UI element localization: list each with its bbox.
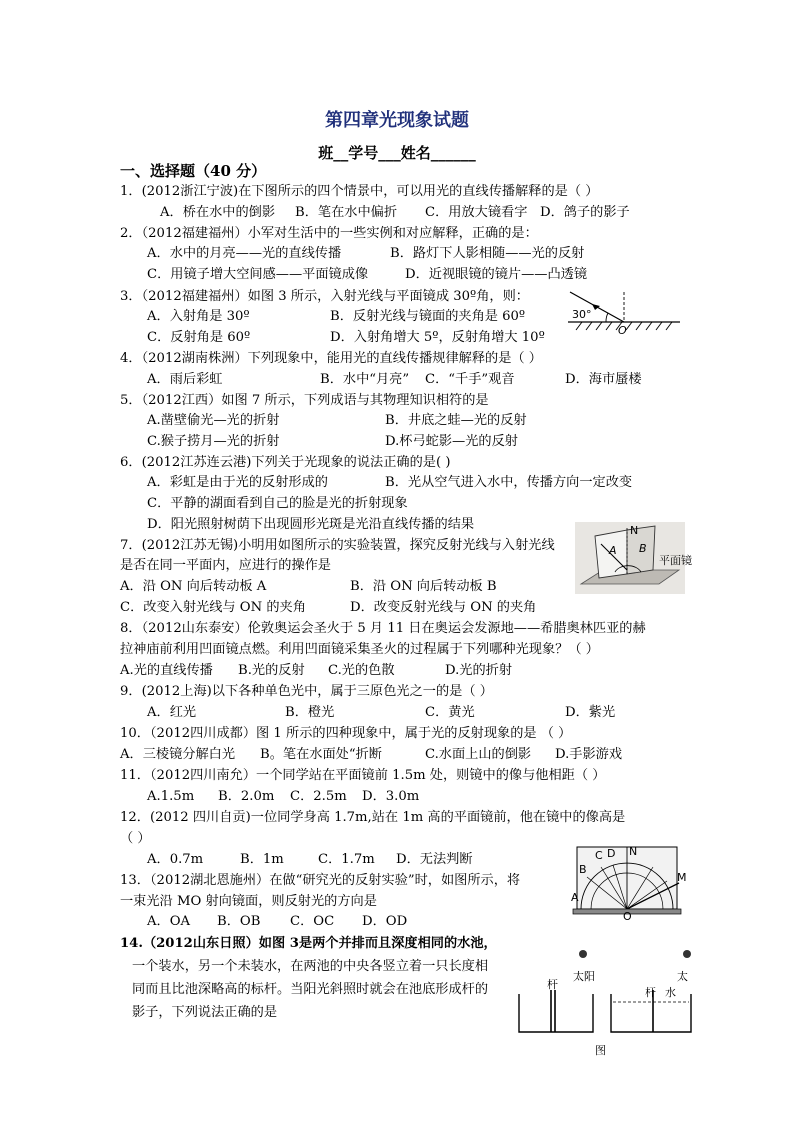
question-2-option-a: A．水中的月亮——光的直线传播: [147, 246, 342, 261]
question-4-option-c: C．“千手”观音: [425, 372, 515, 387]
question-1-option-b: B．笔在水中偏折: [295, 205, 398, 220]
question-8-stem-line-1: 8．（2012山东泰安）伦敦奥运会圣火于 5 月 11 日在奥运会发源地——希腊奥林匹亚的赫: [120, 621, 646, 636]
figure-14-label-pole-1: 杆: [547, 978, 558, 991]
question-8-option-d: D.光的折射: [445, 663, 513, 678]
question-2-stem: 2．（2012福建福州）小军对生活中的一些实例和对应解释，正确的是：: [120, 226, 538, 241]
question-8-option-b: B.光的反射: [238, 663, 305, 678]
figure-14-label-water: 水: [665, 986, 676, 999]
question-7-stem-line-1: 7．(2012江苏无锡)小明用如图所示的实验装置，探究反射光线与入射光线: [120, 538, 555, 553]
question-11-option-b: B．2.0m: [218, 789, 275, 804]
question-2-option-d: D．近视眼镜的镜片——凸透镜: [405, 267, 588, 282]
question-9-option-a: A．红光: [147, 705, 197, 720]
figure-7-label-n: N: [630, 524, 639, 537]
question-6-option-c: C．平静的湖面看到自己的脸是光的折射现象: [147, 496, 408, 511]
question-4-option-b: B．水中“月亮”: [320, 372, 410, 387]
figure-7-label-b: B: [639, 542, 647, 555]
figure-3-point-label: O: [618, 324, 627, 337]
question-12-option-a: A．0.7m: [147, 852, 204, 867]
question-9-option-d: D．紫光: [565, 705, 616, 720]
figure-3-angle-label: 30°: [572, 308, 592, 321]
question-3-stem: 3．（2012福建福州）如图 3 所示，入射光线与平面镜成 30º角，则：: [120, 289, 529, 304]
question-10-option-a: A．三棱镜分解白光: [120, 747, 236, 762]
page-title: 第四章光现象试题: [325, 110, 469, 131]
figure-7-label-mirror: 平面镜: [659, 554, 692, 567]
question-12-stem-line-2: （ ）: [120, 831, 151, 846]
question-2-option-b: B．路灯下人影相随——光的反射: [390, 246, 585, 261]
question-10-option-c: C.水面上山的倒影: [425, 747, 532, 762]
question-12-option-c: C．1.7m: [318, 852, 375, 867]
question-13-stem-line-1: 13．（2012湖北恩施州）在做“研究光的反射实验”时，如图所示，将: [120, 873, 521, 888]
question-14-stem-line-1: 14.（2012山东日照）如图 3是两个并排而且深度相同的水池，: [120, 936, 497, 951]
question-14-stem-line-3: 同而且比池深略高的标杆。当阳光斜照时就会在池底形成杆的: [132, 982, 489, 997]
question-1-option-c: C．用放大镜看字: [425, 205, 528, 220]
figure-7-reflection-apparatus: [575, 522, 692, 594]
question-11-option-a: A.1.5m: [147, 789, 195, 804]
question-12-option-d: D．无法判断: [396, 852, 473, 867]
figure-13-label-d: D: [607, 847, 616, 860]
question-9-option-b: B．橙光: [285, 705, 335, 720]
question-3-option-c: C．反射角是 60º: [147, 330, 251, 345]
question-1-stem: 1．(2012浙江宁波)在下图所示的四个情景中，可以用光的直线传播解释的是（ ）: [120, 184, 599, 199]
question-13-stem-line-2: 一束光沿 MO 射向镜面，则反射光的方向是: [120, 894, 377, 909]
question-4-option-d: D．海市蜃楼: [565, 372, 642, 387]
question-7-stem-line-2: 是否在同一平面内，应进行的操作是: [120, 558, 331, 573]
figure-3-mirror-diagram: [562, 288, 684, 336]
question-4-stem: 4．（2012湖南株洲）下列现象中，能用光的直线传播规律解释的是（ ）: [120, 351, 542, 366]
question-3-option-a: A．入射角是 30º: [147, 309, 250, 324]
question-7-option-a: A．沿 ON 向后转动板 A: [120, 579, 267, 594]
figure-13-label-m: M: [677, 871, 687, 884]
question-6-option-d: D．阳光照射树荫下出现圆形光斑是光沿直线传播的结果: [147, 517, 475, 532]
question-13-option-c: C．OC: [290, 914, 335, 929]
question-14-stem-line-4: 影子，下列说法正确的是: [132, 1005, 278, 1020]
question-8-option-c: C.光的色散: [328, 663, 395, 678]
question-10-option-b: B。笔在水面处“折断: [260, 747, 382, 762]
question-2-option-c: C．用镜子增大空间感——平面镜成像: [147, 267, 369, 282]
figure-14-caption: 图: [595, 1044, 606, 1057]
question-5-option-a: A.凿壁偷光—光的折射: [147, 413, 280, 428]
question-8-stem-line-2: 拉神庙前利用凹面镜点燃。利用凹面镜采集圣火的过程属于下列哪种光现象？（ ）: [120, 642, 599, 657]
figure-7-label-a: A: [609, 544, 617, 557]
question-6-stem: 6．(2012江苏连云港)下列关于光现象的说法正确的是( ): [120, 455, 451, 470]
figure-13-label-o: O: [623, 910, 632, 923]
question-9-option-c: C．黄光: [425, 705, 475, 720]
figure-14-pools-diagram: [515, 944, 695, 1062]
question-10-option-d: D.手影游戏: [555, 747, 623, 762]
question-14-stem-line-2: 一个装水，另一个未装水，在两池的中央各竖立着一只长度相: [132, 959, 489, 974]
question-8-option-a: A.光的直线传播: [120, 663, 213, 678]
question-6-option-b: B．光从空气进入水中，传播方向一定改变: [385, 475, 633, 490]
question-10-stem: 10．（2012四川成都）图 1 所示的四种现象中，属于光的反射现象的是 （ ）: [120, 726, 572, 741]
question-13-option-d: D．OD: [362, 914, 408, 929]
figure-13-label-b: B: [579, 863, 587, 876]
question-13-option-b: B．OB: [217, 914, 261, 929]
figure-14-label-sun-2: 太: [677, 970, 688, 983]
figure-13-label-a: A: [571, 891, 579, 904]
question-7-option-b: B．沿 ON 向后转动板 B: [350, 579, 497, 594]
question-5-stem: 5．（2012江西）如图 7 所示，下列成语与其物理知识相符的是: [120, 393, 489, 408]
section-heading: 一、选择题（40 分）: [120, 162, 267, 180]
question-1-option-d: D．鸽子的影子: [540, 205, 630, 220]
student-info-line: 班__学号___姓名______: [318, 144, 476, 162]
question-6-option-a: A．彩虹是由于光的反射形成的: [147, 475, 328, 490]
question-11-option-c: C．2.5m: [290, 789, 347, 804]
question-12-stem-line-1: 12．(2012 四川自贡)一位同学身高 1.7m,站在 1m 高的平面镜前，他在镜中的像高是: [120, 810, 626, 825]
question-7-option-c: C．改变入射光线与 ON 的夹角: [120, 600, 306, 615]
question-5-option-b: B．井底之蛙—光的反射: [385, 413, 527, 428]
question-11-option-d: D．3.0m: [362, 789, 420, 804]
question-1-option-a: A．桥在水中的倒影: [160, 205, 276, 220]
question-4-option-a: A．雨后彩虹: [147, 372, 223, 387]
question-13-option-a: A．OA: [147, 914, 191, 929]
question-12-option-b: B．1m: [240, 852, 284, 867]
figure-14-label-pole-2: 杆: [645, 986, 656, 999]
question-3-option-d: D．入射角增大 5º，反射角增大 10º: [330, 330, 545, 345]
figure-13-label-n: N: [629, 845, 638, 858]
question-11-stem: 11．（2012四川南允）一个同学站在平面镜前 1.5m 处，则镜中的像与他相距（ ）: [120, 768, 606, 783]
question-9-stem: 9．(2012上海)以下各种单色光中，属于三原色光之一的是（ ）: [120, 684, 493, 699]
question-7-option-d: D．改变反射光线与 ON 的夹角: [350, 600, 537, 615]
question-3-option-b: B．反射光线与镜面的夹角是 60º: [330, 309, 526, 324]
question-5-option-d: D.杯弓蛇影—光的反射: [385, 434, 518, 449]
question-5-option-c: C.猴子捞月—光的折射: [147, 434, 280, 449]
figure-13-protractor-diagram: [567, 843, 687, 921]
figure-14-label-sun: 太阳: [573, 970, 595, 983]
figure-13-label-c: C: [595, 849, 603, 862]
